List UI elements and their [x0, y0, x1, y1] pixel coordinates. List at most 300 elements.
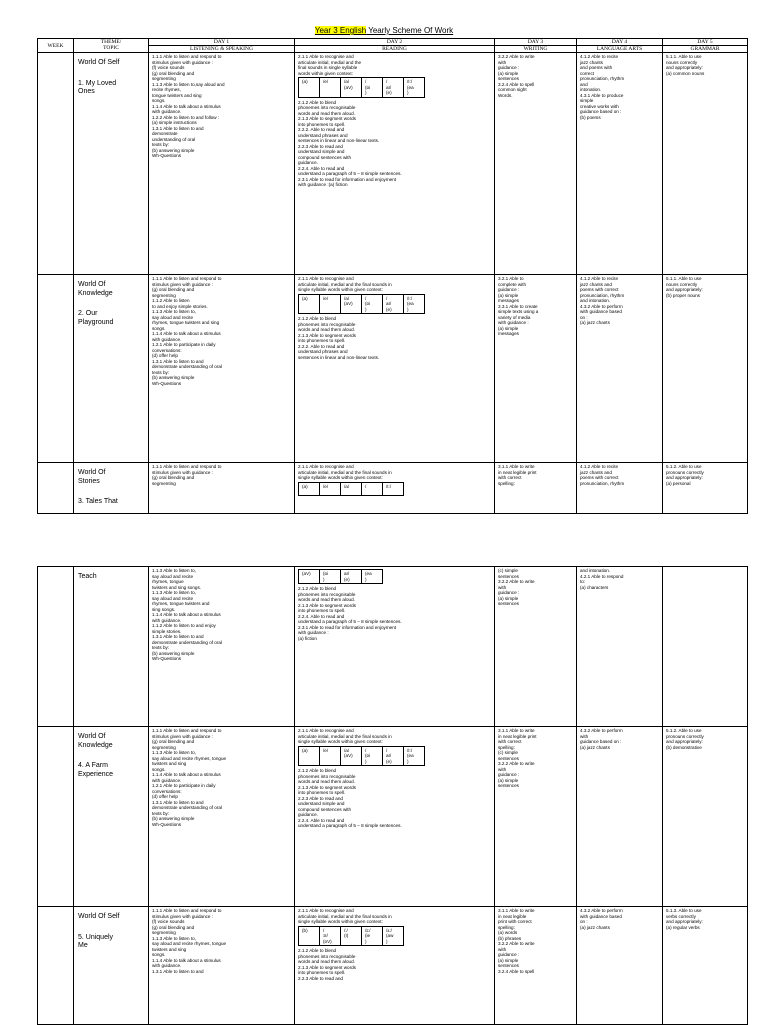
listening-line: texts by:: [152, 142, 170, 147]
day-5-cell: [663, 727, 748, 907]
day-3-cell: [495, 907, 577, 1025]
reading-line: 2.2.4. Able to read and: [298, 613, 345, 619]
listening-line: twisters and sing: [152, 946, 187, 952]
writing-line: with: [498, 59, 507, 65]
theme-cell: [74, 275, 149, 463]
writing-line: guidance :: [498, 952, 520, 957]
reading-line: guidance.: [298, 812, 318, 817]
day-2-skill: READING: [295, 46, 495, 53]
writing-line: 3.2.1 Able to: [498, 276, 524, 281]
grammar-line: (a) common nouns: [666, 70, 705, 76]
reading-line: (a) fiction: [298, 635, 317, 641]
language-arts-line: simple: [580, 98, 594, 103]
listening-line: stimulus given with guidance :: [152, 59, 214, 65]
phoneme-cell: /ɪ:/ (ie ): [362, 926, 383, 946]
reading-line: understand phrases and: [298, 349, 348, 354]
listening-line: twisters and sing songs.: [152, 584, 202, 590]
grammar-line: and appropriately:: [666, 475, 703, 480]
writing-line: sentences: [498, 783, 519, 788]
reading-line: into phonemes to spell.: [298, 608, 346, 613]
day-5-cell: [663, 907, 748, 1025]
language-arts-line: creative works with: [580, 103, 619, 109]
writing-line: guidance :: [498, 65, 520, 70]
reading-line: words and read them aloud.: [298, 110, 355, 116]
listening-line: songs.: [152, 952, 166, 957]
writing-line: guidance :: [498, 287, 520, 292]
listening-line: say aloud and recite: [152, 314, 194, 320]
grammar-line: and appropriately:: [666, 287, 703, 292]
week-cell: [38, 53, 74, 275]
writing-line: in neat legible print: [498, 733, 537, 739]
scheme-row: [38, 53, 748, 275]
phoneme-cell: /:/ (I): [341, 926, 362, 946]
reading-line: understand a paragraph of 5 – 8 simple sentences.: [298, 823, 402, 828]
reading-line: compound sentences with: [298, 154, 352, 160]
listening-line: 1.1.4 Able to talk about a stimulus: [152, 772, 221, 777]
language-arts-line: 4.3.2 Able to perform: [580, 303, 623, 309]
scheme-row: [38, 567, 748, 727]
listening-line: rhymes, tongue twisters and: [152, 601, 210, 606]
phoneme-table: [298, 746, 425, 767]
grammar-line: nouns correctly: [666, 281, 698, 287]
reading-line: single syllable words within given context:: [298, 739, 383, 744]
writing-line: (a) simple: [498, 70, 519, 76]
writing-line: spelling:: [498, 744, 515, 750]
language-arts-line: pronunciation, rhythm: [580, 292, 625, 298]
writing-line: (b) phrases: [498, 935, 522, 941]
grammar-line: (b) demonstrative: [666, 744, 702, 750]
language-arts-line: jazz chants and: [580, 281, 612, 287]
phoneme-cell: /ɜ:/ (aw ): [383, 926, 404, 946]
grammar-line: and appropriately:: [666, 919, 703, 924]
writing-line: print with correct: [498, 919, 532, 924]
listening-line: 1.1.4 Able to talk about a stimulus: [152, 957, 221, 963]
language-arts-line: 4.3.2 Able to perform: [580, 908, 623, 913]
listening-line: with guidance.: [152, 963, 182, 968]
language-arts-line: (a) jazz chants: [580, 744, 610, 750]
scheme-table-page-1: [37, 38, 748, 514]
day-4-cell: [577, 907, 663, 1025]
listening-line: demonstrate: [152, 131, 178, 136]
listening-line: 1.1.3 Able to listen to,: [152, 309, 196, 314]
listening-line: 1.1.4 Able to talk about a stimulus: [152, 103, 221, 109]
writing-line: (a) simple: [498, 957, 519, 963]
listening-line: with guidance.: [152, 777, 182, 783]
reading-line: 2.1.1 Able to recognise and: [298, 908, 354, 913]
day-4-skill: LANGUAGE ARTS: [577, 46, 663, 53]
phoneme-cell: / aI/ (e): [383, 746, 404, 766]
writing-line: guidance :: [498, 590, 520, 595]
reading-line: articulate initial, medial and the final sounds in: [298, 281, 392, 287]
language-arts-line: with guidance based: [580, 309, 622, 314]
reading-line: into phonemes to spell.: [298, 970, 346, 975]
listening-line: 1.1.1 Able to listen and respond to: [152, 728, 222, 733]
grammar-line: (a) personal: [666, 480, 691, 486]
phoneme-cell: / (ɒi ): [362, 78, 383, 98]
listening-line: 1.3.1 Able to listen to and: [152, 358, 204, 364]
listening-line: twisters and sing: [152, 761, 187, 766]
phoneme-cell: (ɒi ): [320, 570, 341, 584]
week-header: WEEK: [38, 39, 74, 53]
listening-line: (b) answering simple: [152, 650, 195, 656]
week-cell: [38, 727, 74, 907]
theme-title: [78, 573, 144, 582]
reading-line: words within given context:: [298, 70, 353, 76]
phoneme-cell: (a): [299, 294, 320, 314]
day-4-cell: [577, 463, 663, 514]
listening-line: demonstrate understanding of oral: [152, 805, 222, 810]
listening-line: 1.3.1 Able to listen to and: [152, 125, 204, 131]
listening-line: 1.1.1 Able to listen and respond to: [152, 54, 222, 59]
reading-line: phonemes into recognisable: [298, 591, 356, 597]
listening-line: (g) oral blending and: [152, 924, 195, 930]
listening-line: understanding of oral: [152, 136, 196, 142]
grammar-line: pronouns correctly: [666, 733, 704, 739]
reading-line: 2.2.4. Able to read and: [298, 817, 345, 823]
topic-line: Ones: [78, 88, 95, 95]
theme-title: [78, 913, 144, 922]
day-5-cell: [663, 567, 748, 727]
listening-line: simple stories.: [152, 628, 182, 634]
listening-line: sing songs.: [152, 606, 176, 612]
phoneme-cell: /a/ (aV): [341, 746, 362, 766]
week-cell: [38, 907, 74, 1025]
writing-line: 3.2.4 Able to spell: [498, 968, 535, 974]
reading-line: 2.1.1 Able to recognise and: [298, 54, 354, 59]
phoneme-cell: aI/ (e): [341, 570, 362, 584]
phoneme-cell: / (ɒi ): [362, 746, 383, 766]
writing-line: (a) simple: [498, 325, 519, 331]
theme-line: World Of Self: [78, 913, 120, 920]
day-1-cell: [149, 727, 295, 907]
phoneme-cell: /e/: [320, 746, 341, 766]
listening-line: with guidance.: [152, 109, 182, 114]
listening-line: (g) oral blending and: [152, 287, 195, 292]
writing-line: sentences: [498, 601, 519, 606]
day-2-cell: [295, 567, 495, 727]
listening-line: 1.2.2 Able to listen to and follow :: [152, 114, 220, 120]
day-3-cell: [495, 727, 577, 907]
topic-title: [78, 934, 144, 951]
theme-line: Stories: [78, 477, 100, 485]
title-highlight: Year 3 English: [314, 26, 367, 35]
topic-line: Playground: [78, 318, 114, 326]
reading-line: understand phrases and: [298, 132, 348, 138]
phoneme-cell: (a): [299, 482, 320, 495]
listening-line: 1.1.3 Able to listen to,: [152, 568, 196, 573]
writing-line: with correct: [498, 475, 522, 480]
writing-line: spelling:: [498, 480, 515, 486]
reading-line: with guidance :(a) fiction: [298, 182, 348, 187]
writing-line: (c) simple: [498, 750, 518, 755]
listening-line: (g) oral blending and: [152, 475, 195, 480]
topic-line: Me: [78, 942, 88, 949]
grammar-line: and appropriately:: [666, 65, 703, 70]
listening-line: (b) answering simple: [152, 816, 195, 821]
reading-line: 2.3.1 Able to read for information and enjoyment: [298, 624, 397, 630]
phoneme-cell: / (ɒi ): [362, 294, 383, 314]
topic-title: [78, 80, 144, 97]
theme-title: [78, 733, 144, 750]
day-3-cell: [495, 463, 577, 514]
writing-line: with: [498, 946, 507, 952]
language-arts-line: 4.3.2 Able to perform: [580, 728, 623, 733]
writing-line: sentences: [498, 76, 519, 81]
theme-cell: [74, 463, 149, 514]
day-2-cell: [295, 727, 495, 907]
day-5-cell: [663, 275, 748, 463]
grammar-line: (b) proper nouns: [666, 292, 700, 298]
phoneme-cell: (a): [299, 78, 320, 98]
topic-title: [78, 498, 144, 507]
day-5-skill: GRAMMAR: [663, 46, 748, 53]
language-arts-line: (a) jazz chants: [580, 320, 610, 325]
writing-line: with: [498, 766, 507, 772]
theme-title: [78, 469, 144, 486]
grammar-line: nouns correctly: [666, 59, 698, 65]
listening-line: recite rhymes,: [152, 87, 181, 92]
reading-line: 2.1.2 Able to blend: [298, 768, 337, 773]
writing-line: with: [498, 584, 507, 590]
reading-line: sentences in linear and non-linear texts.: [298, 138, 380, 143]
reading-line: articulate initial, medial and the: [298, 59, 362, 65]
reading-line: into phonemes to spell.: [298, 338, 346, 343]
listening-line: tongue twisters and sing: [152, 92, 202, 98]
language-arts-line: to:: [580, 579, 586, 584]
language-arts-line: 4.1.2 Able to recite: [580, 464, 619, 469]
reading-line: 2.3.1 Able to read for information and enjoyment: [298, 176, 397, 182]
theme-line: Knowledge: [78, 741, 113, 749]
listening-line: segmenting: [152, 744, 176, 750]
listening-line: (b) answering simple: [152, 375, 195, 380]
writing-line: (a) words: [498, 930, 518, 935]
phoneme-row: [299, 746, 425, 766]
reading-line: final sounds in single syllable: [298, 65, 358, 70]
language-arts-line: correct: [580, 70, 595, 76]
listening-line: rhymes, tongue: [152, 579, 184, 584]
day-2-cell: [295, 53, 495, 275]
day-2-cell: [295, 275, 495, 463]
writing-line: (a) simple: [498, 777, 519, 783]
reading-line: guidance.: [298, 160, 318, 165]
phoneme-cell: /I:/ (ea ): [404, 746, 425, 766]
reading-line: understand simple and: [298, 801, 345, 806]
topic-title: [78, 762, 144, 779]
reading-line: 2.1.1 Able to recognise and: [298, 464, 354, 469]
language-arts-line: guidance based on :: [580, 109, 622, 114]
writing-line: in neat legible print: [498, 469, 537, 475]
reading-line: 2.1.3 Able to segment words: [298, 116, 356, 121]
theme-line: Knowledge: [78, 289, 113, 297]
header-row-1: [38, 39, 748, 46]
language-arts-line: pronunciation, rhythm: [580, 76, 625, 81]
reading-line: phonemes into recognisable: [298, 953, 356, 959]
day-2-header: DAY 2: [295, 39, 495, 46]
language-arts-line: poems with correct: [580, 475, 619, 480]
writing-line: 3.2.4 Able to spell: [498, 81, 535, 87]
writing-line: 3.2.2 Able to write: [498, 941, 535, 946]
writing-line: 3.2.2 Able to write: [498, 54, 535, 59]
writing-line: 3.1.1 Able to write: [498, 464, 535, 469]
day-5-cell: [663, 53, 748, 275]
listening-line: 1.1.4 Able to talk about a stimulus: [152, 331, 221, 336]
listening-line: Wh-Questions: [152, 380, 182, 386]
listening-line: 1.1.1 Able to listen and respond to: [152, 276, 222, 281]
scheme-row: [38, 463, 748, 514]
reading-line: 2.1.2 Able to blend: [298, 948, 337, 953]
listening-line: texts by:: [152, 810, 170, 816]
listening-line: conversations:: [152, 788, 182, 794]
language-arts-line: 4.1.2 Able to recite: [580, 54, 619, 59]
listening-line: 1.3.1 Able to listen to and: [152, 968, 204, 974]
listening-line: say aloud and recite rhymes, tongue: [152, 941, 227, 946]
listening-line: songs.: [152, 325, 166, 331]
listening-line: conversations:: [152, 347, 182, 353]
grammar-line: (a) regular verbs: [666, 924, 700, 930]
day-5-cell: [663, 463, 748, 514]
language-arts-line: 4.1.2 Able to recite: [580, 276, 619, 281]
phoneme-cell: /a/ (aV): [341, 294, 362, 314]
reading-line: understand a paragraph of 5 – 8 simple sentences.: [298, 171, 402, 176]
listening-line: demonstrate understanding of oral: [152, 639, 222, 645]
phoneme-row: [299, 926, 404, 946]
reading-line: phonemes into recognisable: [298, 773, 356, 779]
language-arts-line: 4.3.1 Able to produce: [580, 92, 624, 98]
reading-line: compound sentences with: [298, 806, 352, 812]
writing-line: with correct: [498, 739, 522, 744]
listening-line: 1.1.1 Able to listen and respond to: [152, 464, 222, 469]
theme-line: World Of: [78, 733, 106, 740]
listening-line: 1.1.3 Able to listen to,: [152, 590, 196, 595]
reading-line: understand a paragraph of 5 – 8 simple sentences.: [298, 619, 402, 624]
writing-line: (a) simple: [498, 595, 519, 601]
writing-line: (c) simple: [498, 568, 518, 573]
listening-line: Wh-Questions: [152, 656, 182, 661]
phoneme-row: [299, 78, 425, 98]
theme-line: World Of Self: [78, 59, 120, 66]
listening-line: 1.3.1 Able to listen to and: [152, 634, 204, 639]
day-3-skill: WRITING: [495, 46, 577, 53]
reading-line: phonemes into recognisable: [298, 321, 356, 327]
writing-line: complete with: [498, 281, 527, 287]
listening-line: stimulus given with guidance :: [152, 469, 214, 475]
phoneme-cell: /e/: [320, 294, 341, 314]
reading-line: words and read them aloud.: [298, 779, 355, 784]
day-2-cell: [295, 463, 495, 514]
listening-line: (a) simple instructions: [152, 120, 197, 125]
listening-line: 1.1.4 Able to talk about a stimulus: [152, 612, 221, 617]
listening-line: songs.: [152, 98, 166, 103]
writing-line: 3.2.2 Able to write: [498, 579, 535, 584]
phoneme-cell: / aI/ (e): [383, 78, 404, 98]
theme-line: Teach: [78, 573, 97, 580]
writing-line: with guidance :: [498, 320, 529, 325]
day-5-header: DAY 5: [663, 39, 748, 46]
language-arts-line: intonation.: [580, 87, 602, 92]
phoneme-cell: / aI/ (e): [383, 294, 404, 314]
day-4-cell: [577, 727, 663, 907]
language-arts-line: with: [580, 733, 589, 739]
day-1-header: DAY 1: [149, 39, 295, 46]
reading-line: articulate initial, medial and the final sounds in: [298, 469, 392, 475]
day-1-cell: [149, 463, 295, 514]
phoneme-table: [298, 77, 425, 98]
day-1-cell: [149, 275, 295, 463]
language-arts-line: (b) poems: [580, 114, 601, 120]
language-arts-line: guidance based on :: [580, 739, 622, 744]
phoneme-cell: /e/: [320, 482, 341, 495]
phoneme-cell: /I:/ (ea ): [404, 294, 425, 314]
listening-line: 1.1.3 Able to listen to,say aloud and: [152, 81, 225, 87]
language-arts-line: (a) characters: [580, 584, 609, 590]
theme-title: [78, 281, 144, 298]
reading-line: sentences in linear and non-linear texts.: [298, 354, 380, 360]
listening-line: (d) offer help: [152, 353, 178, 358]
writing-line: spelling:: [498, 924, 515, 930]
reading-line: understand simple and: [298, 149, 345, 154]
day-1-cell: [149, 567, 295, 727]
scheme-table-page-2: [37, 566, 748, 1025]
title-rest: Yearly Scheme Of Work: [366, 26, 454, 35]
reading-line: 2.1.3 Able to segment words: [298, 964, 356, 970]
day-1-skill: LISTENING & SPEAKING: [149, 46, 295, 53]
day-4-header: DAY 4: [577, 39, 663, 46]
reading-line: 2.1.1 Able to recognise and: [298, 728, 354, 733]
reading-line: 2.2.3 Able to read and: [298, 975, 343, 981]
language-arts-line: jazz chants and: [580, 469, 612, 475]
reading-line: single syllable words within given context:: [298, 287, 383, 292]
grammar-line: and appropriately:: [666, 739, 703, 744]
reading-line: with guidance :: [298, 630, 329, 635]
phoneme-table: [298, 926, 404, 947]
writing-line: in neat legible: [498, 913, 527, 919]
listening-line: (f) voice sounds: [152, 65, 185, 70]
language-arts-line: and intonation.: [580, 298, 611, 303]
writing-line: sentences: [498, 755, 519, 761]
writing-line: guidance :: [498, 772, 520, 777]
phoneme-table: [298, 482, 404, 496]
listening-line: (g) oral blending and: [152, 739, 195, 744]
day-4-cell: [577, 567, 663, 727]
writing-line: variety of media: [498, 314, 531, 320]
phoneme-cell: (b): [299, 926, 320, 946]
listening-line: say aloud and recite: [152, 595, 194, 601]
language-arts-line: on :: [580, 314, 588, 320]
writing-line: 3.3.1 Able to create: [498, 303, 538, 309]
writing-line: messages: [498, 298, 519, 303]
phoneme-cell: (ea ): [362, 570, 383, 584]
reading-line: single syllable words within given context:: [298, 475, 383, 480]
listening-line: segmenting: [152, 480, 176, 486]
day-1-cell: [149, 53, 295, 275]
grammar-line: verbs correctly: [666, 913, 696, 919]
language-arts-line: 4.2.1 Able to respond: [580, 573, 624, 579]
language-arts-line: poems with correct: [580, 287, 619, 292]
grammar-line: 5.1.2. Able to use: [666, 464, 702, 469]
grammar-line: 5.1.1. Able to use: [666, 276, 702, 281]
writing-line: sentences: [498, 963, 519, 968]
week-cell: [38, 567, 74, 727]
theme-title: [78, 59, 144, 68]
reading-line: into phonemes to spell.: [298, 121, 346, 127]
phoneme-table: [298, 294, 425, 315]
listening-line: segmenting: [152, 76, 176, 81]
phoneme-cell: /e/: [320, 78, 341, 98]
reading-line: 2.2.3 Able to read and: [298, 795, 343, 801]
day-3-cell: [495, 567, 577, 727]
listening-line: 1.1.2 Able to listen: [152, 298, 190, 303]
scheme-row: [38, 907, 748, 1025]
